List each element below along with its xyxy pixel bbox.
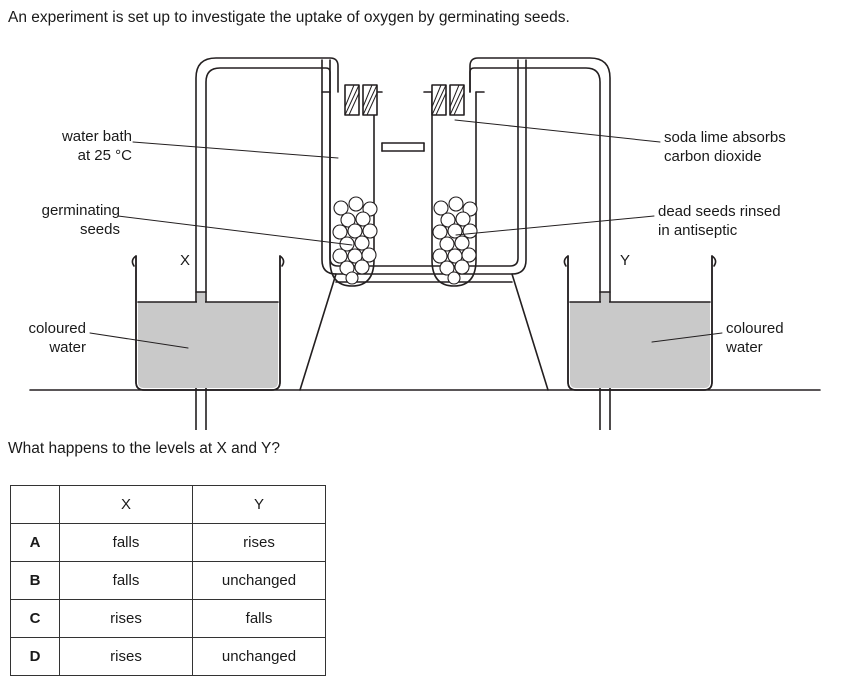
stand-right xyxy=(512,274,548,390)
right-beaker-water xyxy=(570,302,710,388)
option-x-value: falls xyxy=(60,524,193,562)
option-y-value: unchanged xyxy=(193,638,326,676)
question-prompt: What happens to the levels at X and Y? xyxy=(8,440,281,457)
label-soda-lime xyxy=(664,129,786,167)
label-soda-lime-line1: soda lime absorbs xyxy=(664,129,786,146)
leader-water-bath xyxy=(133,142,338,158)
germinating-seeds-fill xyxy=(333,197,377,284)
table-row[interactable] xyxy=(11,562,326,600)
left-tube-liquid xyxy=(197,292,205,304)
column-header-y: Y xyxy=(193,486,326,524)
table-header-row xyxy=(11,486,326,524)
label-coloured-water-left-line1: coloured xyxy=(28,320,86,337)
option-letter: D xyxy=(11,638,60,676)
label-dead-seeds xyxy=(658,203,781,241)
table-row[interactable] xyxy=(11,638,326,676)
label-soda-lime-line2: carbon dioxide xyxy=(664,147,762,165)
label-water-bath xyxy=(20,128,132,166)
label-coloured-water-right-line2: water xyxy=(726,338,763,356)
label-coloured-water-left-line2: water xyxy=(49,338,86,356)
experiment-diagram xyxy=(0,30,848,430)
column-header-x: X xyxy=(60,486,193,524)
table-corner-cell xyxy=(11,486,60,524)
answer-table-body xyxy=(11,524,326,676)
leader-dead-seeds xyxy=(456,216,654,235)
label-germinating-seeds xyxy=(8,202,120,240)
option-x-value: rises xyxy=(60,638,193,676)
label-dead-seeds-line1: dead seeds rinsed xyxy=(658,203,781,220)
leader-soda-lime xyxy=(455,120,660,142)
label-water-bath-line2: at 25 °C xyxy=(77,146,132,164)
stand-left xyxy=(300,274,336,390)
answer-table-head xyxy=(11,486,326,524)
label-germinating-seeds-line1: germinating xyxy=(41,202,120,219)
option-x-value: falls xyxy=(60,562,193,600)
option-letter: A xyxy=(11,524,60,562)
label-coloured-water-right xyxy=(726,320,784,358)
label-dead-seeds-line2: in antiseptic xyxy=(658,221,738,239)
dead-seeds-fill xyxy=(433,197,477,284)
marker-y-label: Y xyxy=(620,252,631,269)
label-coloured-water-right-line1: coloured xyxy=(726,320,784,337)
option-letter: C xyxy=(11,600,60,638)
table-row[interactable] xyxy=(11,600,326,638)
option-y-value: unchanged xyxy=(193,562,326,600)
answer-options-table xyxy=(10,485,326,676)
option-x-value: rises xyxy=(60,600,193,638)
label-coloured-water-left xyxy=(0,320,86,358)
option-y-value: falls xyxy=(193,600,326,638)
table-row[interactable] xyxy=(11,524,326,562)
label-germinating-seeds-line2: seeds xyxy=(79,220,120,238)
leader-germinating-seeds xyxy=(118,216,352,245)
marker-x-label: X xyxy=(180,252,191,269)
question-stem: An experiment is set up to investigate the uptake of oxygen by germinating seeds. xyxy=(8,9,570,26)
option-y-value: rises xyxy=(193,524,326,562)
label-water-bath-line1: water bath xyxy=(61,128,132,145)
option-letter: B xyxy=(11,562,60,600)
left-beaker-water xyxy=(138,302,278,388)
right-tube-liquid xyxy=(601,292,609,304)
